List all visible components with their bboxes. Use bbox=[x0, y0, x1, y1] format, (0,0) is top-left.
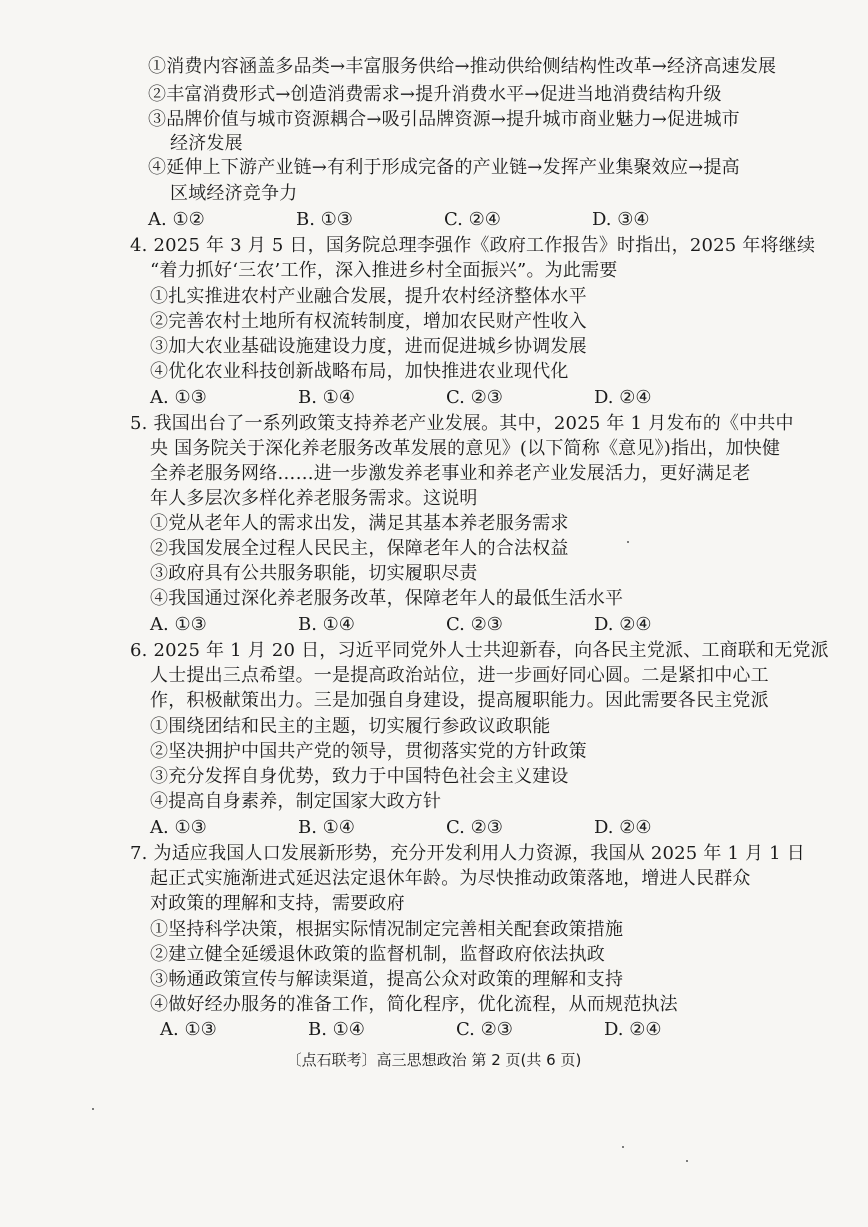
q7-item-3: ③畅通政策宣传与解读渠道，提高公众对政策的理解和支持 bbox=[150, 969, 624, 990]
q4-stem-1: 4. 2025 年 3 月 5 日，国务院总理李强作《政府工作报告》时指出，2025 年将继续 bbox=[130, 235, 816, 256]
q5-stem-4: 年人多层次多样化养老服务需求。这说明 bbox=[150, 488, 478, 509]
q6-options bbox=[150, 816, 710, 840]
q5-stem-2: 央 国务院关于深化养老服务改革发展的意见》(以下简称《意见》)指出，加快健 bbox=[150, 438, 781, 459]
q5-option-b[interactable]: B. ①④ bbox=[298, 614, 355, 635]
q5-item-4: ④我国通过深化养老服务改革，保障老年人的最低生活水平 bbox=[150, 588, 624, 609]
q4-options bbox=[150, 386, 710, 410]
page-footer: 〔点石联考〕高三思想政治 第 2 页(共 6 页) bbox=[286, 1051, 582, 1069]
q3-item-3-cont: 经济发展 bbox=[170, 133, 243, 154]
q3-options bbox=[148, 208, 708, 232]
q5-stem-1: 5. 我国出台了一系列政策支持养老产业发展。其中，2025 年 1 月发布的《中共中 bbox=[130, 413, 794, 434]
q3-item-1: ①消费内容涵盖多品类→丰富服务供给→推动供给侧结构性改革→经济高速发展 bbox=[148, 56, 777, 77]
q6-stem-2: 人士提出三点希望。一是提高政治站位，进一步画好同心圆。二是紧扣中心工 bbox=[150, 665, 769, 686]
scan-speck bbox=[622, 1146, 624, 1148]
q7-item-4: ④做好经办服务的准备工作，简化程序，优化流程，从而规范执法 bbox=[150, 994, 678, 1015]
q4-item-1: ①扎实推进农村产业融合发展，提升农村经济整体水平 bbox=[150, 286, 587, 307]
q3-item-3: ③品牌价值与城市资源耦合→吸引品牌资源→提升城市商业魅力→促进城市 bbox=[148, 109, 740, 130]
q7-option-c[interactable]: C. ②③ bbox=[456, 1019, 513, 1040]
q7-stem-3: 对政策的理解和支持，需要政府 bbox=[150, 893, 405, 914]
q4-item-3: ③加大农业基础设施建设力度，进而促进城乡协调发展 bbox=[150, 336, 587, 357]
q4-option-d[interactable]: D. ②④ bbox=[594, 387, 652, 408]
q6-item-2: ②坚决拥护中国共产党的领导，贯彻落实党的方针政策 bbox=[150, 741, 587, 762]
q5-option-a[interactable]: A. ①③ bbox=[150, 614, 207, 635]
q6-item-1: ①围绕团结和民主的主题，切实履行参政议政职能 bbox=[150, 716, 551, 737]
q7-option-d[interactable]: D. ②④ bbox=[604, 1019, 662, 1040]
scan-speck bbox=[627, 541, 629, 543]
q3-item-4: ④延伸上下游产业链→有利于形成完备的产业链→发挥产业集聚效应→提高 bbox=[148, 157, 740, 178]
q5-options bbox=[150, 613, 710, 637]
q6-option-c[interactable]: C. ②③ bbox=[446, 817, 503, 838]
q7-stem-1: 7. 为适应我国人口发展新形势，充分开发利用人力资源，我国从 2025 年 1 月 1 日 bbox=[130, 843, 805, 864]
q4-item-2: ②完善农村土地所有权流转制度，增加农民财产性收入 bbox=[150, 311, 587, 332]
q6-option-d[interactable]: D. ②④ bbox=[594, 817, 652, 838]
q3-option-b[interactable]: B. ①③ bbox=[296, 209, 353, 230]
q7-item-1: ①坚持科学决策，根据实际情况制定完善相关配套政策措施 bbox=[150, 919, 624, 940]
q4-option-c[interactable]: C. ②③ bbox=[446, 387, 503, 408]
scan-speck bbox=[92, 1108, 94, 1110]
q7-option-b[interactable]: B. ①④ bbox=[308, 1019, 365, 1040]
q4-stem-2: “着力抓好‘三农’工作，深入推进乡村全面振兴”。为此需要 bbox=[150, 260, 618, 281]
q7-option-a[interactable]: A. ①③ bbox=[160, 1019, 217, 1040]
q7-options bbox=[160, 1018, 720, 1042]
q5-item-2: ②我国发展全过程人民民主，保障老年人的合法权益 bbox=[150, 538, 569, 559]
q4-item-4: ④优化农业科技创新战略布局，加快推进农业现代化 bbox=[150, 361, 569, 382]
q6-item-3: ③充分发挥自身优势，致力于中国特色社会主义建设 bbox=[150, 766, 569, 787]
q5-stem-3: 全养老服务网络……进一步激发养老事业和养老产业发展活力，更好满足老 bbox=[150, 463, 751, 484]
q3-item-4-cont: 区域经济竞争力 bbox=[170, 183, 298, 204]
q5-option-c[interactable]: C. ②③ bbox=[446, 614, 503, 635]
q3-option-c[interactable]: C. ②④ bbox=[444, 209, 501, 230]
q3-item-2: ②丰富消费形式→创造消费需求→提升消费水平→促进当地消费结构升级 bbox=[148, 84, 722, 105]
q7-item-2: ②建立健全延缓退休政策的监督机制，监督政府依法执政 bbox=[150, 944, 605, 965]
q3-option-a[interactable]: A. ①② bbox=[148, 209, 205, 230]
q7-stem-2: 起正式实施渐进式延迟法定退休年龄。为尽快推动政策落地，增进人民群众 bbox=[150, 868, 751, 889]
q6-stem-1: 6. 2025 年 1 月 20 日，习近平同党外人士共迎新春，向各民主党派、工商联和无党派 bbox=[130, 640, 829, 661]
q6-option-a[interactable]: A. ①③ bbox=[150, 817, 207, 838]
q4-option-b[interactable]: B. ①④ bbox=[298, 387, 355, 408]
q6-option-b[interactable]: B. ①④ bbox=[298, 817, 355, 838]
q6-item-4: ④提高自身素养，制定国家大政方针 bbox=[150, 791, 442, 812]
q5-item-3: ③政府具有公共服务职能，切实履职尽责 bbox=[150, 563, 478, 584]
scan-speck bbox=[686, 1160, 688, 1162]
q5-option-d[interactable]: D. ②④ bbox=[594, 614, 652, 635]
q3-option-d[interactable]: D. ③④ bbox=[592, 209, 650, 230]
q5-item-1: ①党从老年人的需求出发，满足其基本养老服务需求 bbox=[150, 513, 569, 534]
q6-stem-3: 作，积极献策出力。三是加强自身建设，提高履职能力。因此需要各民主党派 bbox=[150, 690, 769, 711]
q4-option-a[interactable]: A. ①③ bbox=[150, 387, 207, 408]
